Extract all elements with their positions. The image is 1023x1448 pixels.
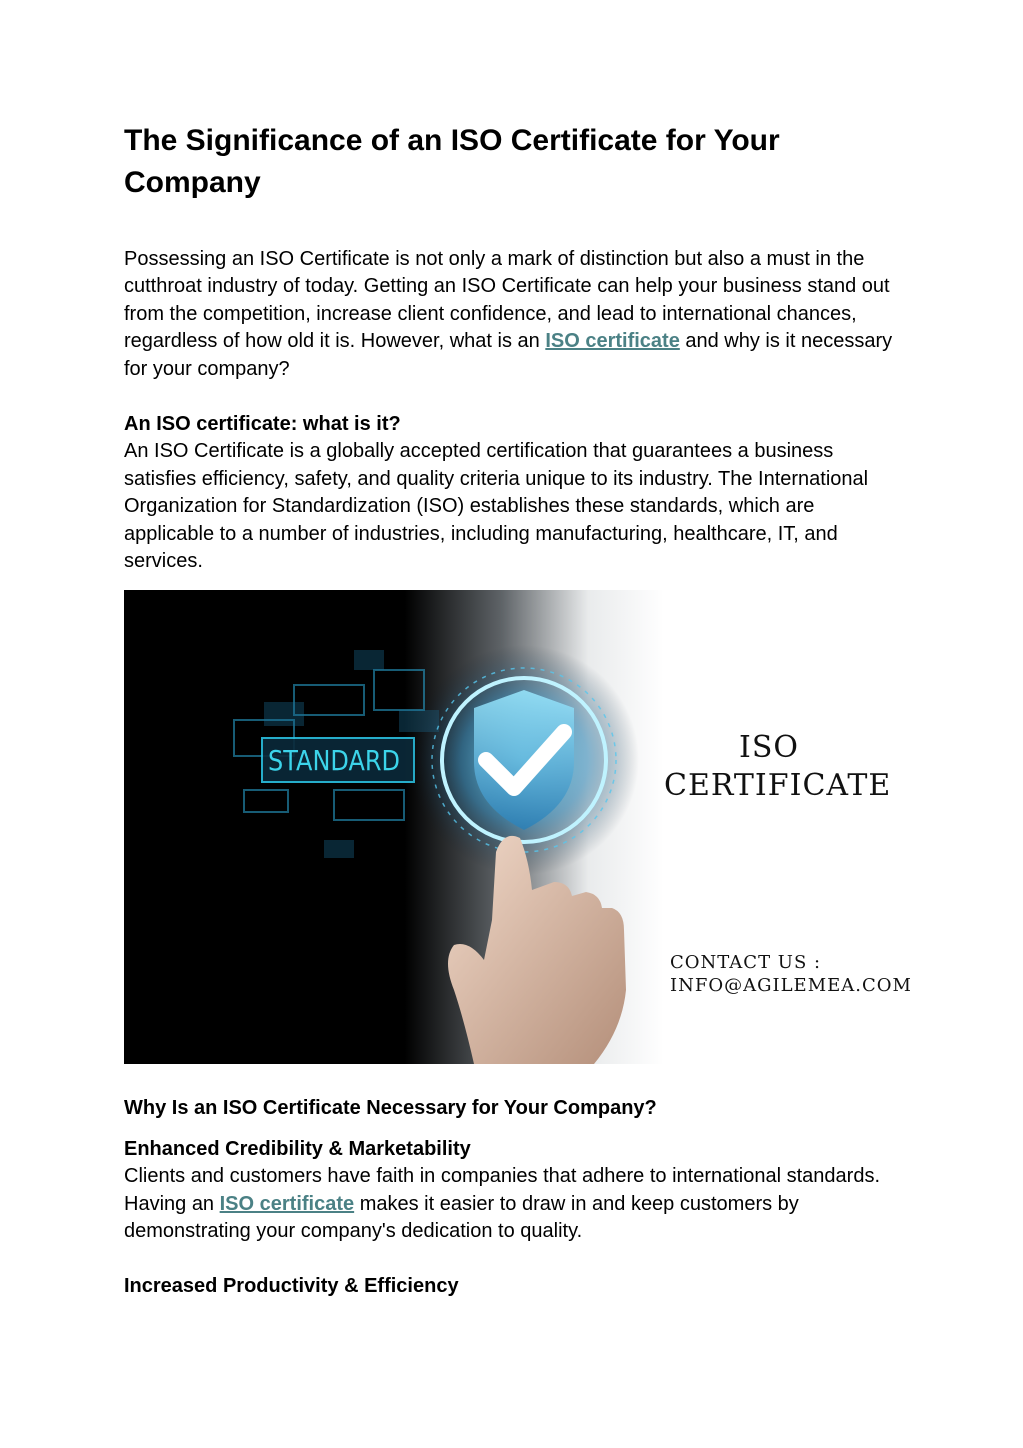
- iso-certificate-link[interactable]: ISO certificate: [219, 1192, 355, 1215]
- intro-text: [124, 246, 904, 383]
- section-heading: Why Is an ISO Certificate Necessary for Your Company?: [124, 1097, 657, 1119]
- banner-title-line2: CERTIFICATE: [664, 768, 892, 803]
- page-title: The Significance of an ISO Certificate for Your Company: [124, 124, 780, 199]
- credibility-text-before: Clients and customers have faith in companies that adhere to international standards. Having an: [124, 1165, 880, 1215]
- section-productivity: [124, 1273, 904, 1300]
- section-what-is-iso: [124, 411, 904, 575]
- section-body: An ISO Certificate is a globally accepted certification that guarantees a business satisfies efficiency, safety, and quality criteria unique to its industry. The International Organization for Standardization (ISO) establishes these standards, which are applicable to a number of industries, including manufacturing, healthcare, IT, and services.: [124, 440, 869, 573]
- intro-paragraph: [124, 246, 904, 383]
- credibility-text-after: makes it easier to draw in and keep customers by demonstrating your company's dedication to quality.: [124, 1192, 799, 1243]
- banner-contact-label: CONTACT US :: [670, 952, 822, 973]
- section-heading: An ISO certificate: what is it?: [124, 413, 401, 435]
- standard-label: STANDARD: [268, 744, 401, 778]
- section-why-necessary: [124, 1095, 904, 1122]
- banner-contact-email: INFO@AGILEMEA.COM: [670, 975, 912, 996]
- iso-certificate-banner-image: [124, 590, 912, 1064]
- intro-text-before: Possessing an ISO Certificate is not only a mark of distinction but also a must in the cutthroat industry of today. Getting an ISO Certificate can help your business stand out from the competition, increase client confidence, and lead to international chances, regardless of how old it is. However, what is an: [124, 248, 890, 353]
- banner-title-line1: ISO: [739, 730, 799, 765]
- section-body: [124, 1163, 904, 1245]
- section-heading: Enhanced Credibility & Marketability: [124, 1138, 471, 1160]
- intro-text-after: and why is it necessary for your company?: [124, 330, 893, 380]
- iso-certificate-link[interactable]: ISO certificate: [545, 330, 680, 353]
- section-credibility: [124, 1136, 904, 1246]
- section-heading: Increased Productivity & Efficiency: [124, 1275, 459, 1297]
